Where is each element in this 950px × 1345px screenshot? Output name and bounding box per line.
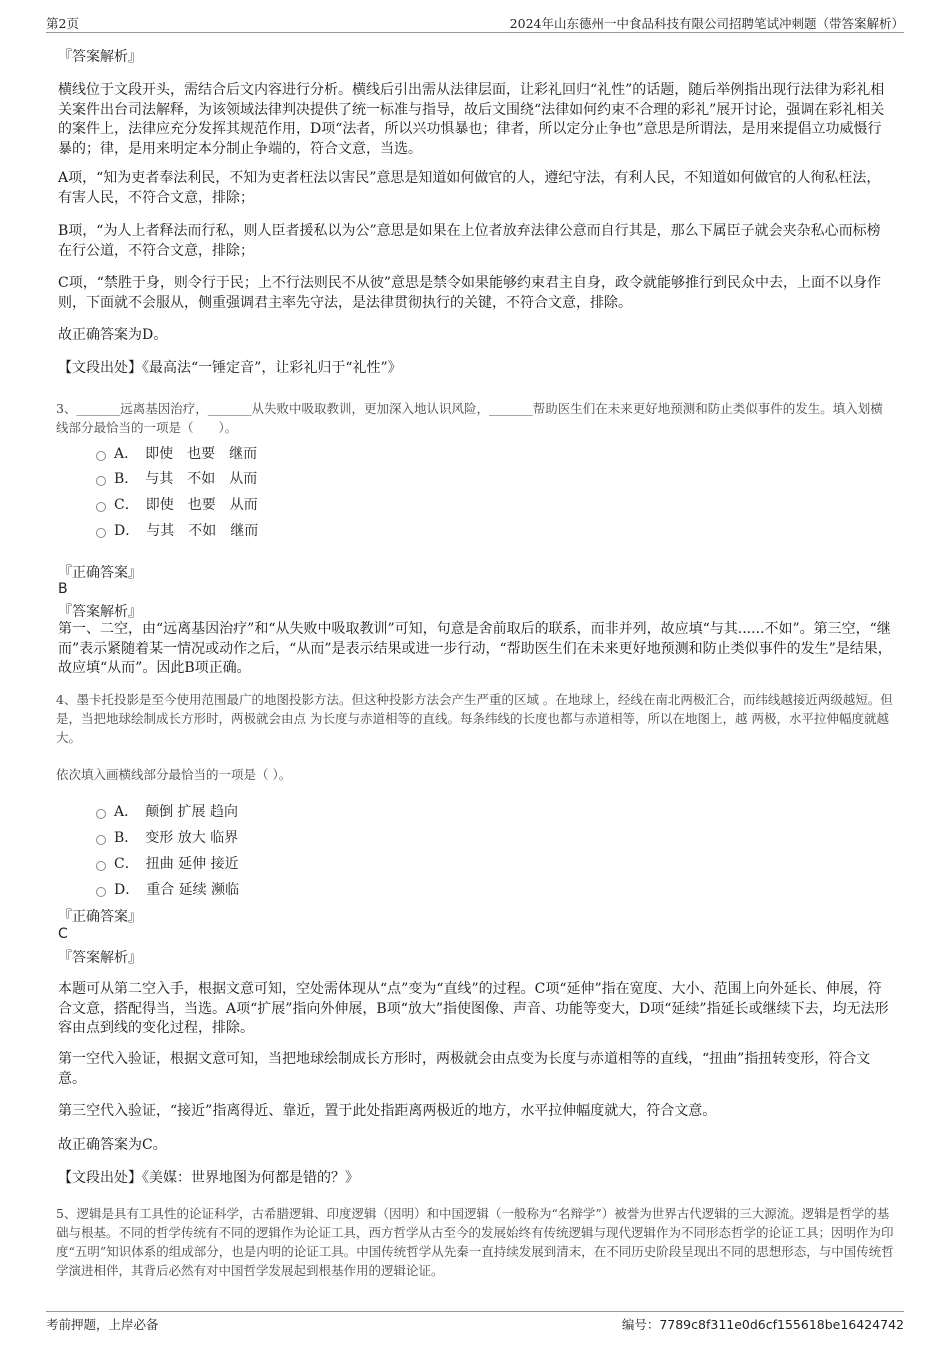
q2-analysis-label: 『答案解析』 — [58, 49, 142, 65]
radio-icon[interactable] — [96, 861, 106, 871]
q3-option-c[interactable]: C． 即使 也要 从而 — [96, 494, 258, 514]
q4-source: 【文段出处】《美媒：世界地图为何都是错的？》 — [58, 1170, 359, 1186]
q4-question: 4、墨卡托投影是至今使用范围最广的地图投影方法。但这种投影方法会产生严重的区域 。在地球上，经线在南北两极汇合，而纬线越接近两级越短。但是，当把地球绘制成长方形时，两极就会由点 为长度与赤道相等的直线。每条纬线的长度也都与赤道相等，所以在地图上，越 两极，水平拉伸幅度就越大。 — [56, 692, 893, 745]
footer-slogan: 考前押题，上岸必备 — [46, 1317, 159, 1332]
q2-source: 【文段出处】《最高法“一锤定音”，让彩礼归于“礼性”》 — [58, 360, 402, 376]
q4-option-a[interactable]: A． 颠倒 扩展 趋向 — [96, 801, 238, 821]
q2-analysis-p1: 横线位于文段开头，需结合后文内容进行分析。横线后引出需从法律层面，让彩礼回归“礼性”的话题，随后举例指出现行法律为彩礼相关案件出台司法解释，为该领域法律判决提供了统一标准与指导，故后文围绕“法律如何约束不合理的彩礼”展开讨论，强调在彩礼相关的案件上，法律应充分发挥其规范作用，D项“法者，所以兴功惧暴也；律者，所以定分止争也”意思是所谓法，是用来提倡立功威慑行暴的；律，是用来明定本分制止争端的，符合文意，当选。 — [58, 82, 885, 157]
q3-option-d[interactable]: D． 与其 不如 继而 — [96, 520, 258, 540]
q3-analysis: 第一、二空，由“远离基因治疗”和“从失败中吸取教训”可知，句意是舍前取后的联系，而非并列，故应填“与其......不如”。第三空，“继而”表示紧随着某一情况或动作之后，“从而”是表示结果或进一步行动，“帮助医生们在未来更好地预测和防止类似事件的发生”是结果，故应填“从而”。因此B项正确。 — [58, 621, 892, 676]
q4-analysis-p3: 第三空代入验证，“接近”指离得近、靠近，置于此处指距离两极近的地方，水平拉伸幅度就大，符合文意。 — [58, 1103, 717, 1119]
q4-analysis-label: 『答案解析』 — [58, 950, 142, 966]
radio-icon[interactable] — [96, 476, 106, 486]
q4-correct-answer: C — [58, 926, 68, 942]
radio-icon[interactable] — [96, 887, 106, 897]
q3-option-b[interactable]: B． 与其 不如 从而 — [96, 468, 257, 488]
page-footer — [46, 1311, 904, 1334]
page-header — [46, 14, 904, 33]
page-number: 第2页 — [46, 16, 79, 31]
q4-conclusion: 故正确答案为C。 — [58, 1137, 167, 1153]
q2-analysis-p4: C项，“禁胜于身，则令行于民；上不行法则民不从彼”意思是禁令如果能够约束君主自身，政令就能够推行到民众中去，上面不以身作则，下面就不会服从，侧重强调君主率先守法，是法律贯彻执行的关键，不符合文意，排除。 — [58, 275, 882, 311]
q2-analysis-p2: A项，“知为吏者奉法利民，不知为吏者枉法以害民”意思是知道如何做官的人，遵纪守法，有利人民，不知道如何做官的人徇私枉法，有害人民，不符合文意，排除； — [58, 170, 881, 206]
q3-correct-label: 『正确答案』 — [58, 565, 142, 581]
q4-option-d[interactable]: D． 重合 延续 濒临 — [96, 879, 239, 899]
q5-question: 5、逻辑是具有工具性的论证科学，古希腊逻辑、印度逻辑（因明）和中国逻辑（一般称为“名辩学”）被誉为世界古代逻辑的三大源流。逻辑是哲学的基础与根基。不同的哲学传统有不同的逻辑作为论证工具，西方哲学从古至今的发展始终有传统逻辑与现代逻辑作为不同形态哲学的论证工具；因明作为印度“五明”知识体系的组成部分，也是内明的论证工具。中国传统哲学从先秦一直持续发展到清末，在不同历史阶段呈现出不同的思想形态，与中国传统哲学演进相伴，其背后必然有对中国哲学发展起到根基作用的逻辑论证。 — [56, 1206, 894, 1278]
q3-correct-answer: B — [58, 581, 68, 597]
q4-option-c[interactable]: C． 扭曲 延伸 接近 — [96, 853, 239, 873]
radio-icon[interactable] — [96, 835, 106, 845]
radio-icon[interactable] — [96, 528, 106, 538]
q4-correct-label: 『正确答案』 — [58, 909, 142, 925]
document-title: 2024年山东德州一中食品科技有限公司招聘笔试冲刺题（带答案解析） — [509, 16, 904, 31]
q2-analysis-p3: B项，“为人上者释法而行私，则人臣者援私以为公”意思是如果在上位者放弃法律公意而自行其是，那么下属臣子就会夹杂私心而标榜在行公道，不符合文意，排除； — [58, 223, 881, 259]
q4-option-b[interactable]: B． 变形 放大 临界 — [96, 827, 238, 847]
q3-question: 3、_______远离基因治疗，_______从失败中吸取教训，更加深入地认识风险，_______帮助医生们在未来更好地预测和防止类似事件的发生。填入划横线部分最恰当的一项是（ ）。 — [56, 401, 883, 435]
radio-icon[interactable] — [96, 809, 106, 819]
document-id: 编号：7789c8f311e0d6cf155618be16424742 — [621, 1317, 904, 1332]
q4-prompt: 依次填入画横线部分最恰当的一项是（ ）。 — [56, 767, 292, 782]
q4-analysis-p2: 第一空代入验证，根据文意可知，当把地球绘制成长方形时，两极就会由点变为长度与赤道相等的直线，“扭曲”指扭转变形，符合文意。 — [58, 1051, 871, 1087]
q4-analysis-p1: 本题可从第二空入手，根据文意可知，空处需体现从“点”变为“直线”的过程。C项“延伸”指在宽度、大小、范围上向外延长、伸展，符合文意，搭配得当，当选。A项“扩展”指向外伸展，B项“放大”指使图像、声音、功能等变大，D项“延续”指延长或继续下去，均无法形容由点到线的变化过程，排除。 — [58, 981, 889, 1036]
radio-icon[interactable] — [96, 502, 106, 512]
q3-analysis-label: 『答案解析』 — [58, 604, 142, 620]
radio-icon[interactable] — [96, 451, 106, 461]
q3-option-a[interactable]: A． 即使 也要 继而 — [96, 443, 257, 463]
q2-conclusion: 故正确答案为D。 — [58, 327, 168, 343]
